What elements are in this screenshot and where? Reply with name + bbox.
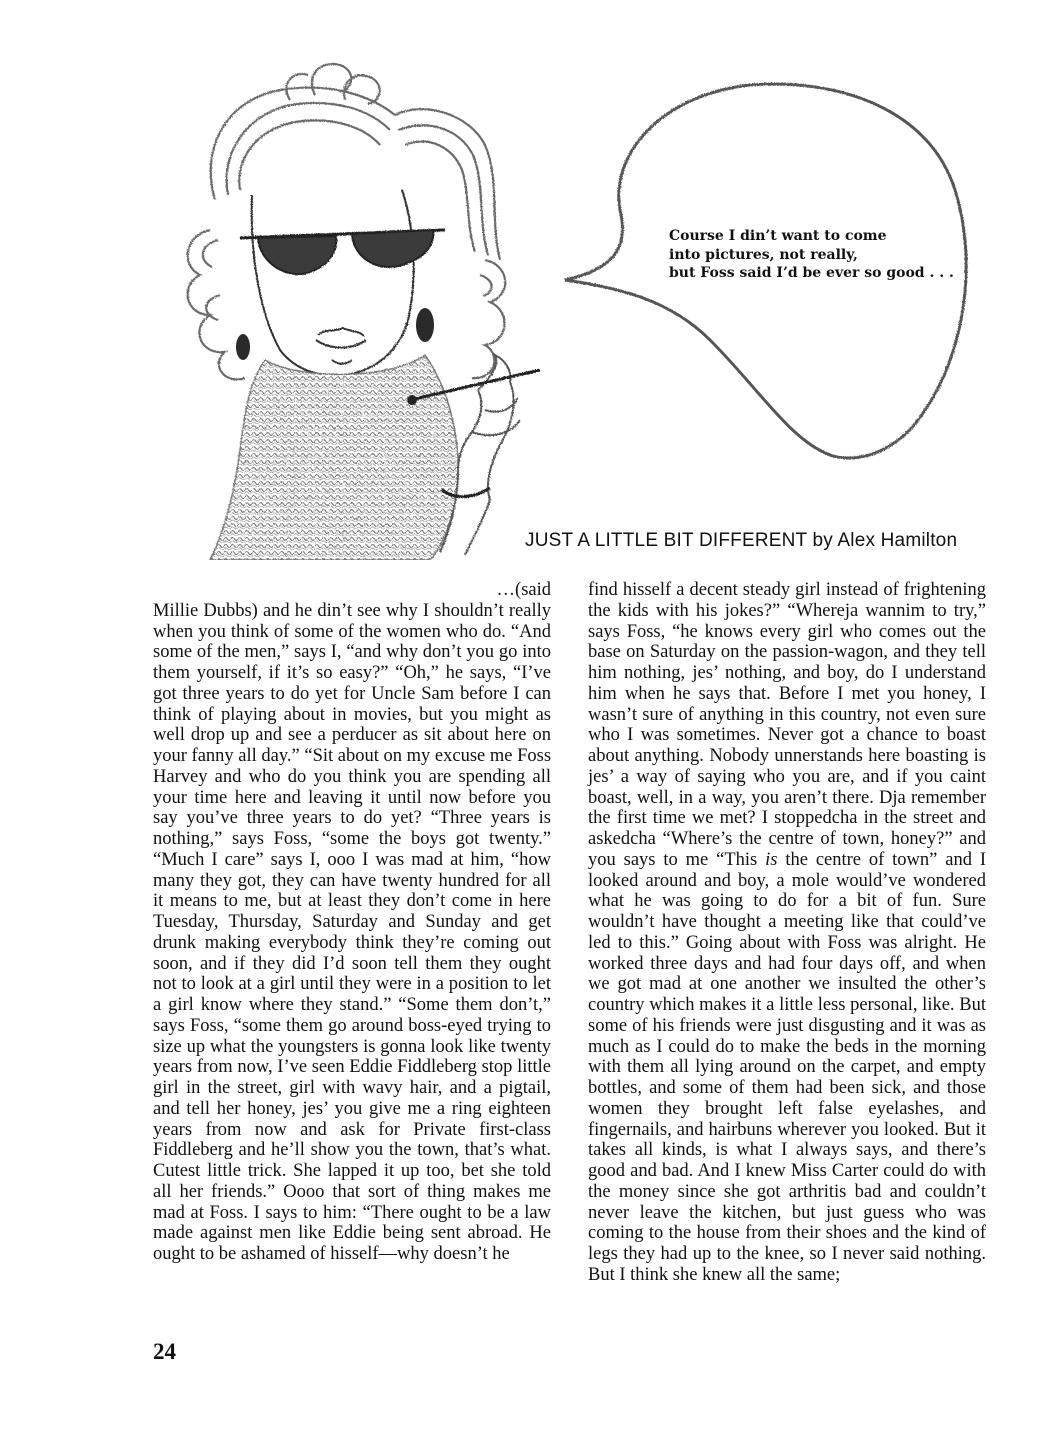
- hair-drawing: [188, 64, 506, 379]
- earring-right: [416, 308, 434, 342]
- page-number: 24: [153, 1339, 176, 1364]
- body-text-left: Millie Dubbs) and he din’t see why I shouldn’t really when you think of some of the women who do. “And some of the men,” says I, “and why don’t you go into them yourself, if it’s so easy?” “Oh,” he says, “I’ve got three years to do yet for Uncle Sam before I can think of playing about in movies, but you might as well drop up and see a perducer as sit about here on your fanny all day.” “Sit about on my excuse me Foss Harvey and who do you think you are spending all your time here and leaving it until now before you say you’ve three years to do yet? “Three years is nothing,” says Foss, “some the boys got twenty.” “Much I care” says I, ooo I was mad at him, “how many they got, they can have twenty hundred for all it means to me, but at least they don’t come in here Tuesday, Thursday, Saturday and Sunday and get drunk making everybody think they’re coming out soon, and if they did I’d soon tell them they ought not to look at a girl until they were in a position to let a girl know where they stand.” “Some them don’t,” says Foss, “some them go around boss-eyed trying to size up what the youngsters is gonna look like twenty years from now, I’ve seen Eddie Fiddleberg stop little girl in the street, girl with wavy hair, and a pigtail, and tell her honey, jes’ you give me a ring eighteen years from now and ask for Private first-class Fiddleberg and he’ll show you the town, that’s what. Cutest little trick. She lapped it up too, bet she told all her friends.” Oooo that sort of thing makes me mad at Foss. I says to him: “There ought to be a law made against men like Eddie being sent abroad. He ought to be ashamed of hisself—why doesn’t he: [153, 600, 552, 1264]
- article-title: JUST A LITTLE BIT DIFFERENT by Alex Hamilton: [525, 530, 958, 551]
- text-column-left: [153, 580, 551, 1265]
- emphasized-word: is: [765, 849, 778, 870]
- text-column-right: [588, 580, 986, 1286]
- face-drawing: [252, 190, 414, 376]
- balloon-line: but Foss said I’d be ever so good . . .: [669, 265, 954, 281]
- woman-with-sunglasses-illustration: [140, 60, 1000, 560]
- balloon-line: into pictures, not really,: [669, 246, 858, 263]
- earring-left: [236, 334, 250, 360]
- body-text-right: [588, 580, 986, 1286]
- speech-balloon-text: [669, 227, 969, 283]
- sweater-drawing: [210, 355, 458, 560]
- body-text-right-part-1: find hisself a decent steady girl instead of frightening the kids with his jokes?” “Whereja wannim to try,” says Foss, “he knows every girl who comes out the base on Saturday on the passion-wagon, and they tell him nothing, jes’ nothing, and boy, do I understand him when he says that. Before I met you honey, I wasn’t sure of anything in this country, not even sure who I was sometimes. Never got a chance to boast about anything. Nobody unnerstands here boasting is jes’ a way of saying who you are, and if you caint boast, well, in a way, you aren’t there. Dja remember the first time we met? I stoppedcha in the street and askedcha “Where’s the centre of town, honey?” and you says to me “This: [588, 580, 986, 870]
- body-text-right-part-2: the centre of town” and I looked around and boy, a mole would’ve wondered what he was going to do for a bit of fun. Sure wouldn’t have thought a meeting like that could’ve led to this.” Going about with Foss was alright. He worked three days and had four days off, and when we got mad at one another we insulted the other’s country which makes it a little less personal, like. But some of his friends were just disgusting and it was as much as I could do to make the beds in the morning with them all lying around on the carpet, and empty bottles, and some of them had been sick, and those women they brought left false eyelashes, and fingernails, and hairbuns wherever you looked. But it takes all kinds, is what I always says, and there’s good and bad. And I knew Miss Carter could do with the money since she got arthritis bad and couldn’t never leave the kitchen, but just guess who was coming to the house from their shoes and the kind of legs they had up to the knee, so I never said nothing. But I think she knew all the same;: [588, 849, 987, 1285]
- balloon-line: Course I din’t want to come: [669, 228, 887, 244]
- lead-in-text: …(said: [496, 580, 551, 600]
